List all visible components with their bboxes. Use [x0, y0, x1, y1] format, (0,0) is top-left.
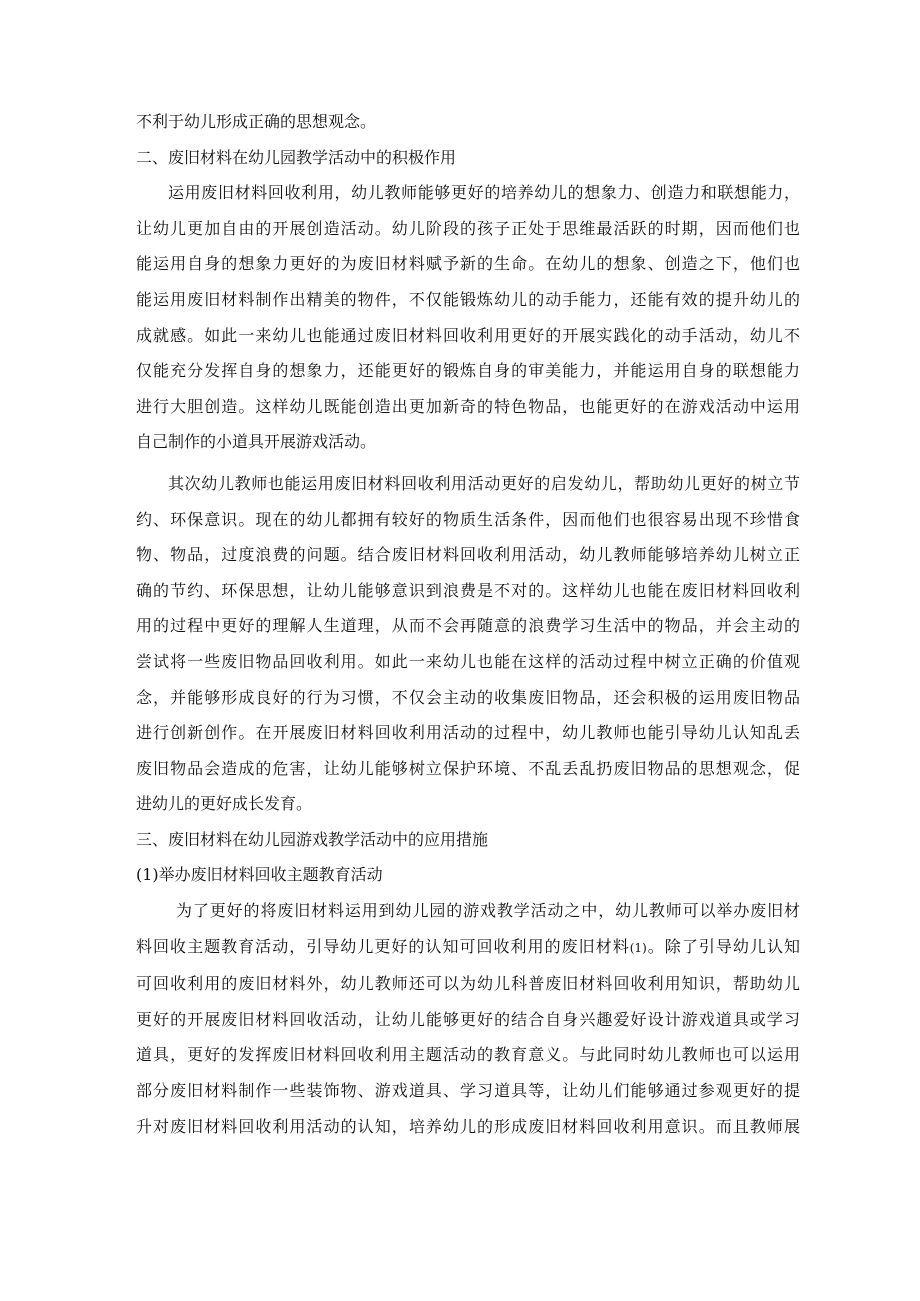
- paragraph-2a: [136, 175, 800, 460]
- text-line: 用的过程中更好的理解人生道理，从而不会再随意的浪费学习生活中的物品，并会主动的: [136, 616, 800, 636]
- text-segment: 。除了引导幼儿认知: [646, 936, 800, 956]
- section-heading-3: 三、废旧材料在幼儿园游戏教学活动中的应用措施: [136, 829, 489, 849]
- text-line: 运用废旧材料回收利用，幼儿教师能够更好的培养幼儿的想象力、创造力和联想能力，: [168, 183, 800, 203]
- subsection-heading-3-1: (1)举办废旧材料回收主题教育活动: [136, 865, 383, 885]
- text-line: 进幼儿的更好成长发育。: [136, 794, 313, 814]
- section-heading-2: 二、废旧材料在幼儿园教学活动中的积极作用: [136, 147, 457, 167]
- text-line: 让幼儿更加自由的开展创造活动。幼儿阶段的孩子正处于思维最活跃的时期，因而他们也: [136, 218, 800, 238]
- text-line: 废旧物品会造成的危害，让幼儿能够树立保护环境、不乱丢乱扔废旧物品的思想观念，促: [136, 758, 800, 778]
- paragraph-3a: [136, 893, 800, 1144]
- text-line: 约、环保意识。现在的幼儿都拥有较好的物质生活条件，因而他们也很容易出现不珍惜食: [136, 509, 800, 529]
- text-line-with-citation: [136, 929, 800, 967]
- text-line: 其次幼儿教师也能运用废旧材料回收利用活动更好的启发幼儿，帮助幼儿更好的树立节: [168, 473, 800, 493]
- text-line: 为了更好的将废旧材料运用到幼儿园的游戏教学活动之中，幼儿教师可以举办废旧材: [176, 901, 800, 921]
- text-line: 部分废旧材料制作一些装饰物、游戏道具、学习道具等，让幼儿们能够通过参观更好的提: [136, 1081, 800, 1101]
- document-body: [136, 104, 800, 1144]
- text-line: 更好的开展废旧材料回收活动，让幼儿能够更好的结合自身兴趣爱好设计游戏道具或学习: [136, 1009, 800, 1029]
- text-line: 进行创新创作。在开展废旧材料回收利用活动的过程中，幼儿教师也能引导幼儿认知乱丢: [136, 723, 800, 743]
- text-line: 升对废旧材料回收利用活动的认知，培养幼儿的形成废旧材料回收利用意识。而且教师展: [136, 1116, 800, 1136]
- text-line: 成就感。如此一来幼儿也能通过废旧材料回收利用更好的开展实践化的动手活动，幼儿不: [136, 325, 800, 345]
- text-line: 仅能充分发挥自身的想象力，还能更好的锻炼自身的审美能力，并能运用自身的联想能力: [136, 361, 800, 381]
- text-line: 能运用废旧材料制作出精美的物件，不仅能锻炼幼儿的动手能力，还能有效的提升幼儿的: [136, 289, 800, 309]
- text-line: 不利于幼儿形成正确的思想观念。: [136, 112, 377, 131]
- text-line: 物、物品，过度浪费的问题。结合废旧材料回收利用活动，幼儿教师能够培养幼儿树立正: [136, 545, 800, 565]
- text-line: 能运用自身的想象力更好的为废旧材料赋予新的生命。在幼儿的想象、创造之下，他们也: [136, 254, 800, 274]
- text-line: 念，并能够形成良好的行为习惯，不仅会主动的收集废旧物品，还会积极的运用废旧物品: [136, 687, 800, 707]
- text-segment: 料回收主题教育活动，引导幼儿更好的认知可回收利用的废旧材料: [136, 936, 630, 956]
- text-line: 尝试将一些废旧物品回收利用。如此一来幼儿也能在这样的活动过程中树立正确的价值观: [136, 651, 800, 671]
- text-line: 道具，更好的发挥废旧材料回收利用主题活动的教育意义。与此同时幼儿教师也可以运用: [136, 1045, 800, 1065]
- text-line: 进行大胆创造。这样幼儿既能创造出更加新奇的特色物品，也能更好的在游戏活动中运用: [136, 396, 800, 416]
- text-line: 自己制作的小道具开展游戏活动。: [136, 432, 377, 452]
- text-line: 确的节约、环保思想，让幼儿能够意识到浪费是不对的。这样幼儿也能在废旧材料回收利: [136, 580, 800, 600]
- text-line: 可回收利用的废旧材料外，幼儿教师还可以为幼儿科普废旧材料回收利用知识，帮助幼儿: [136, 974, 800, 994]
- paragraph-intro: [136, 104, 800, 140]
- paragraph-2b: [136, 466, 800, 822]
- citation-marker: (1): [629, 940, 647, 955]
